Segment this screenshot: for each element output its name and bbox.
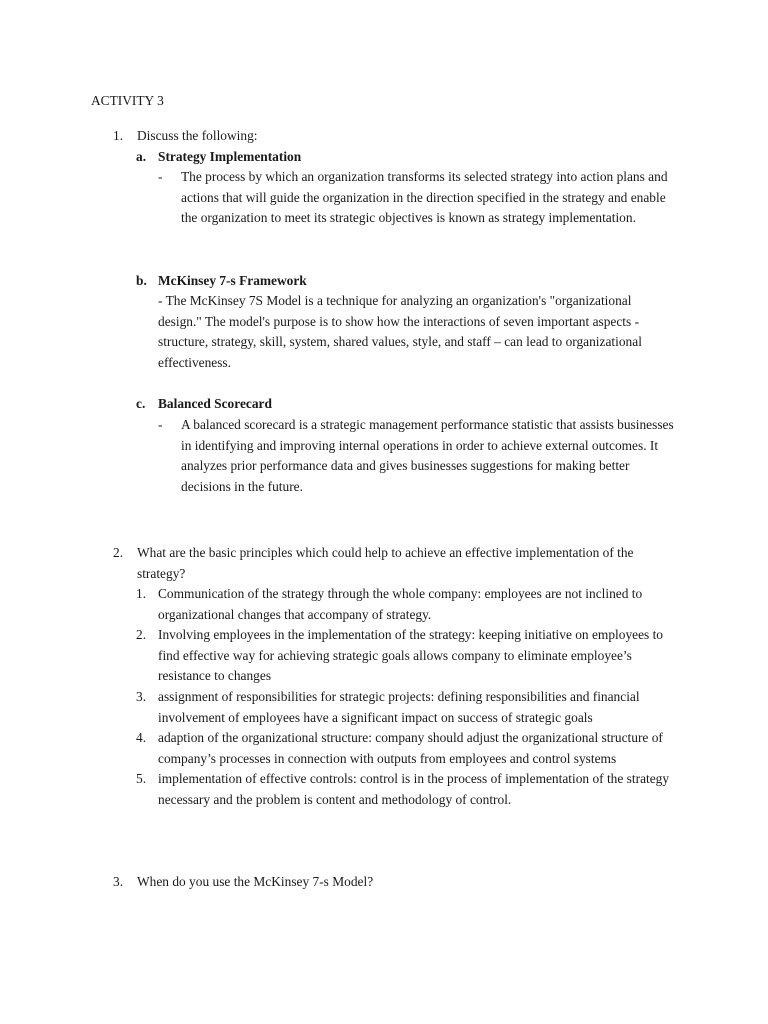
list-item bbox=[136, 687, 676, 728]
subitem-c-heading bbox=[136, 394, 272, 415]
subitem-a-body bbox=[158, 167, 678, 229]
subitem-text: The process by which an organization transforms its selected strategy into action plans and actions that will guide the organization in the direction specified in the strategy and enable the organization to meet its strategic objectives is known as strategy implementation. bbox=[181, 169, 668, 226]
list-item-number: 4. bbox=[136, 730, 147, 746]
subitem-letter: b. bbox=[136, 273, 147, 288]
question-text: Discuss the following: bbox=[137, 128, 258, 143]
list-item bbox=[136, 625, 676, 687]
list-item bbox=[136, 769, 676, 810]
question-number: 1. bbox=[113, 128, 124, 143]
principles-list bbox=[136, 584, 676, 811]
question-1 bbox=[113, 126, 677, 147]
question-number: 3. bbox=[113, 874, 124, 889]
page-title: ACTIVITY 3 bbox=[91, 93, 164, 108]
subitem-letter: a. bbox=[136, 149, 147, 164]
subitem-b-heading bbox=[136, 271, 307, 292]
question-2 bbox=[113, 543, 677, 584]
list-item-text: Communication of the strategy through the whole company: employees are not inclined to organizational changes that accompany of strategy. bbox=[158, 586, 643, 622]
subitem-letter: c. bbox=[136, 396, 146, 411]
list-item-text: adaption of the organizational structure: company should adjust the organizational structure of company’s processes in connection with outputs from employees and control systems bbox=[158, 730, 663, 766]
list-item-text: assignment of responsibilities for strategic projects: defining responsibilities and financial involvement of employees have a significant impact on success of strategic goals bbox=[158, 688, 640, 725]
list-item-text: Involving employees in the implementation of the strategy: keeping initiative on employees to find effective way for achieving strategic goals allows company to eliminate employee’s resistance to changes bbox=[158, 627, 664, 684]
subitem-c-body bbox=[158, 415, 678, 497]
list-item-number: 5. bbox=[136, 771, 147, 787]
list-item-text: implementation of effective controls: control is in the process of implementation of the strategy necessary and the problem is content and methodology of control. bbox=[158, 771, 670, 807]
subitem-heading: McKinsey 7-s Framework bbox=[158, 273, 307, 288]
dash-bullet: - bbox=[158, 417, 163, 432]
question-3 bbox=[113, 872, 677, 893]
subitem-b-body: - The McKinsey 7S Model is a technique for analyzing an organization's "organizational design." The model's purpose is to show how the interactions of seven important aspects - structure, strategy, skill, system, shared values, style, and staff – can lead to organizational effectiveness. bbox=[158, 293, 642, 370]
subitem-heading: Balanced Scorecard bbox=[158, 396, 272, 411]
list-item-number: 2. bbox=[136, 627, 147, 643]
subitem-a-heading bbox=[136, 147, 301, 168]
list-item-number: 1. bbox=[136, 586, 147, 601]
question-text: When do you use the McKinsey 7-s Model? bbox=[137, 874, 374, 889]
dash-bullet: - bbox=[158, 169, 163, 184]
question-number: 2. bbox=[113, 545, 124, 560]
question-text: What are the basic principles which could help to achieve an effective implementation of the strategy? bbox=[137, 545, 634, 581]
list-item bbox=[136, 584, 676, 625]
list-item bbox=[136, 728, 676, 769]
subitem-heading: Strategy Implementation bbox=[158, 149, 302, 164]
subitem-text: A balanced scorecard is a strategic management performance statistic that assists businesses in identifying and improving internal operations in order to achieve external outcomes. It analyzes prior performance data and gives businesses suggestions for making better decisions in the future. bbox=[181, 417, 674, 494]
list-item-number: 3. bbox=[136, 688, 147, 704]
